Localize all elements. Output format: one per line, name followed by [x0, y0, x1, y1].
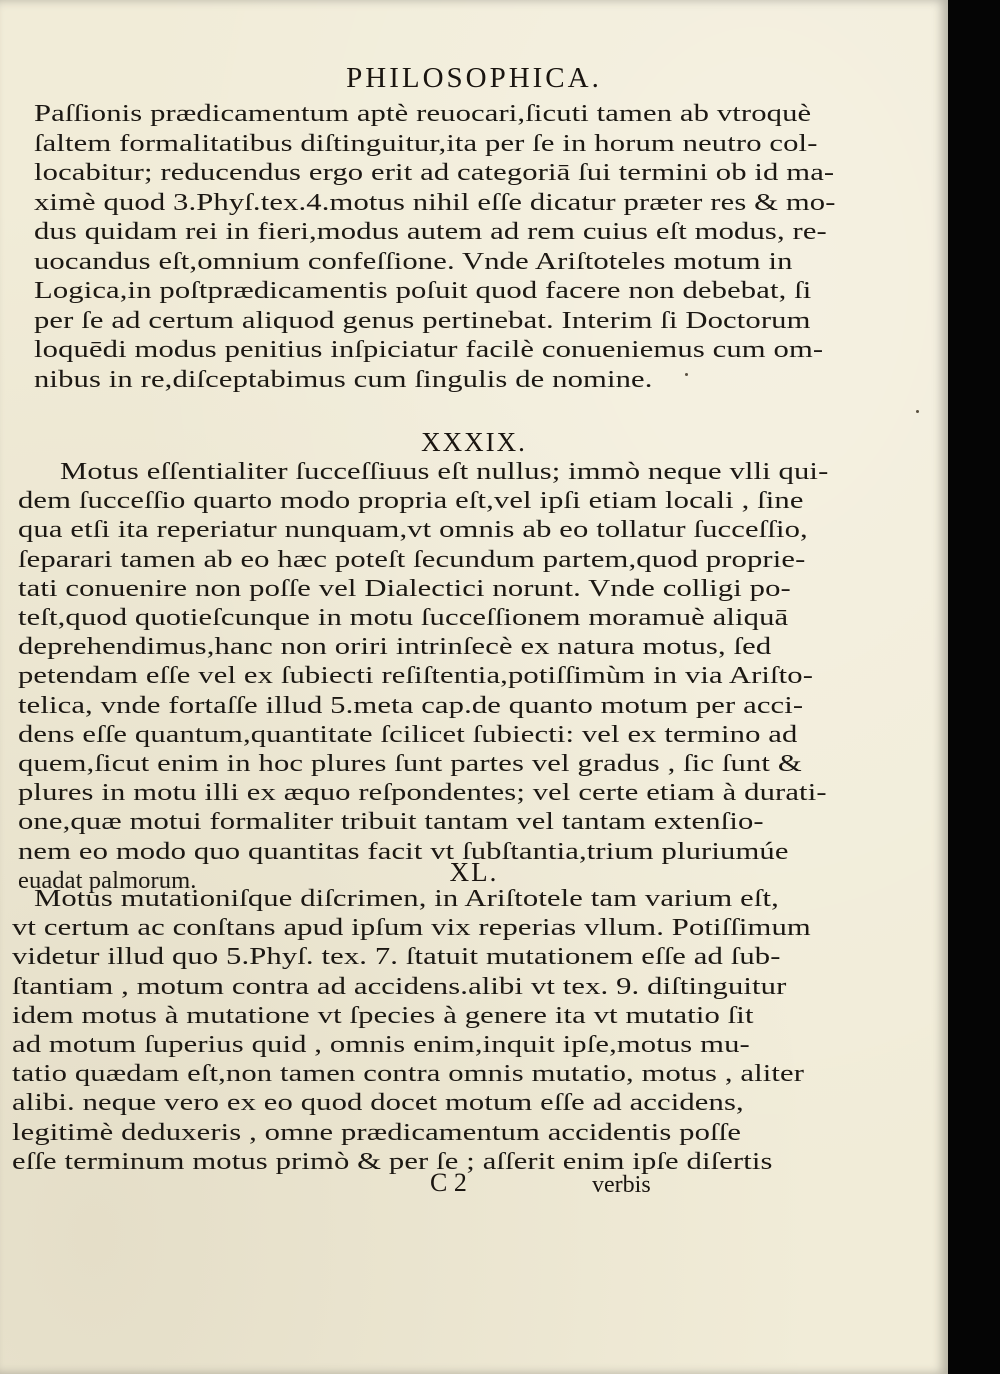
text-line: legitimè deduxeris , omne prædicamentum accidentis poſſe	[12, 1118, 742, 1146]
text-line: ad motum ſuperius quid , omnis enim,inquit ipſe,motus mu-	[12, 1031, 750, 1058]
text-line: videtur illud quo 5.Phyſ. tex. 7. ſtatuit mutationem eſſe ad ſub-	[12, 943, 781, 971]
text-line: dem ſucceſſio quarto modo propria eſt,vel ipſi etiam locali , ſine	[18, 487, 804, 515]
text-line: teſt,quod quotieſcunque in motu ſucceſſionem moramuè aliquā	[18, 604, 789, 631]
text-line: Paſſionis prædicamentum aptè reuocari,ſicuti tamen ab vtroquè	[34, 100, 812, 127]
text-line: ſaltem formalitatibus diſtinguitur,ita per ſe in horum neutro col-	[34, 129, 818, 157]
text-line: deprehendimus,hanc non oriri intrinſecè ex natura motus, ſed	[18, 633, 772, 661]
text-line: eſſe terminum motus primò & per ſe ; aſſerit enim ipſe diſertis	[12, 1147, 773, 1175]
text-line: dens eſſe quantum,quantitate ſcilicet ſubiecti: vel ex termino ad	[18, 720, 798, 748]
text-line: tatio quædam eſt,non tamen contra omnis mutatio, motus , aliter	[12, 1060, 805, 1088]
text-line: telica, vnde fortaſſe illud 5.meta cap.de quanto motum per acci-	[18, 691, 804, 719]
text-line: locabitur; reducendus ergo erit ad categoriā ſui termini ob id ma-	[34, 159, 835, 186]
text-line: quem,ſicut enim in hoc plures ſunt partes vel gradus , ſic ſunt &	[18, 750, 802, 777]
text-line: idem motus à mutatione vt ſpecies à genere ita vt mutatio ſit	[12, 1001, 754, 1029]
ink-speck	[916, 410, 919, 413]
text-line: ximè quod 3.Phyſ.tex.4.motus nihil eſſe dicatur præter res & mo-	[34, 188, 836, 216]
running-head: PHILOSOPHICA.	[346, 62, 602, 94]
text-line: uocandus eſt,omnium confeſſione. Vnde Ariſtoteles motum in	[34, 247, 793, 275]
text-line: per ſe ad certum aliquod genus pertinebat. Interim ſi Doctorum	[34, 306, 811, 334]
text-line: petendam eſſe vel ex ſubiecti reſiſtentia,potiſſimùm in via Ariſto-	[18, 662, 814, 690]
scan-border	[948, 0, 1000, 1374]
text-line: Logica,in poſtprædicamentis poſuit quod facere non debebat, ſi	[34, 277, 812, 304]
text-line: ſtantiam , motum contra ad accidens.alibi vt tex. 9. diſtinguitur	[12, 972, 787, 1000]
text-line: one,quæ motui formaliter tribuit tantam vel tantam extenſio-	[18, 808, 764, 836]
text-line: nibus in re,diſceptabimus cum ſingulis de nomine.	[34, 365, 653, 393]
text-line: Motus eſſentialiter ſucceſſiuus eſt nullus; immò neque vlli qui-	[60, 458, 829, 485]
ink-speck	[685, 373, 688, 376]
text-line: plures in motu illi ex æquo reſpondentes; vel certe etiam à durati-	[18, 779, 827, 807]
section-number-40: XL.	[449, 857, 499, 887]
text-line: ſeparari tamen ab eo hæc poteſt ſecundum partem,quod proprie-	[18, 545, 806, 573]
section-number-39: XXXIX.	[421, 427, 527, 457]
catchword: verbis	[592, 1172, 651, 1198]
signature-mark: C 2	[430, 1168, 467, 1197]
text-line: alibi. neque vero ex eo quod docet motum eſſe ad accidens,	[12, 1089, 744, 1117]
text-line: euadat palmorum.	[18, 866, 197, 894]
text-line: qua etſi ita reperiatur nunquam,vt omnis ab eo tollatur ſucceſſio,	[18, 516, 808, 544]
text-line: Motus mutationiſque diſcrimen, in Ariſtotele tam varium eſt,	[34, 885, 779, 912]
text-line: dus quidam rei in fieri,modus autem ad rem cuius eſt modus, re-	[34, 218, 827, 245]
text-line: vt certum ac conſtans apud ipſum vix reperias vllum. Potiſſimum	[12, 914, 811, 942]
text-line: nem eo modo quo quantitas facit vt ſubſtantia,trium pluriumúe	[18, 837, 789, 865]
text-line: tati conuenire non poſſe vel Dialectici norunt. Vnde colligi po-	[18, 574, 791, 602]
text-line: loquēdi modus penitius inſpiciatur facilè conueniemus cum om-	[34, 336, 824, 363]
